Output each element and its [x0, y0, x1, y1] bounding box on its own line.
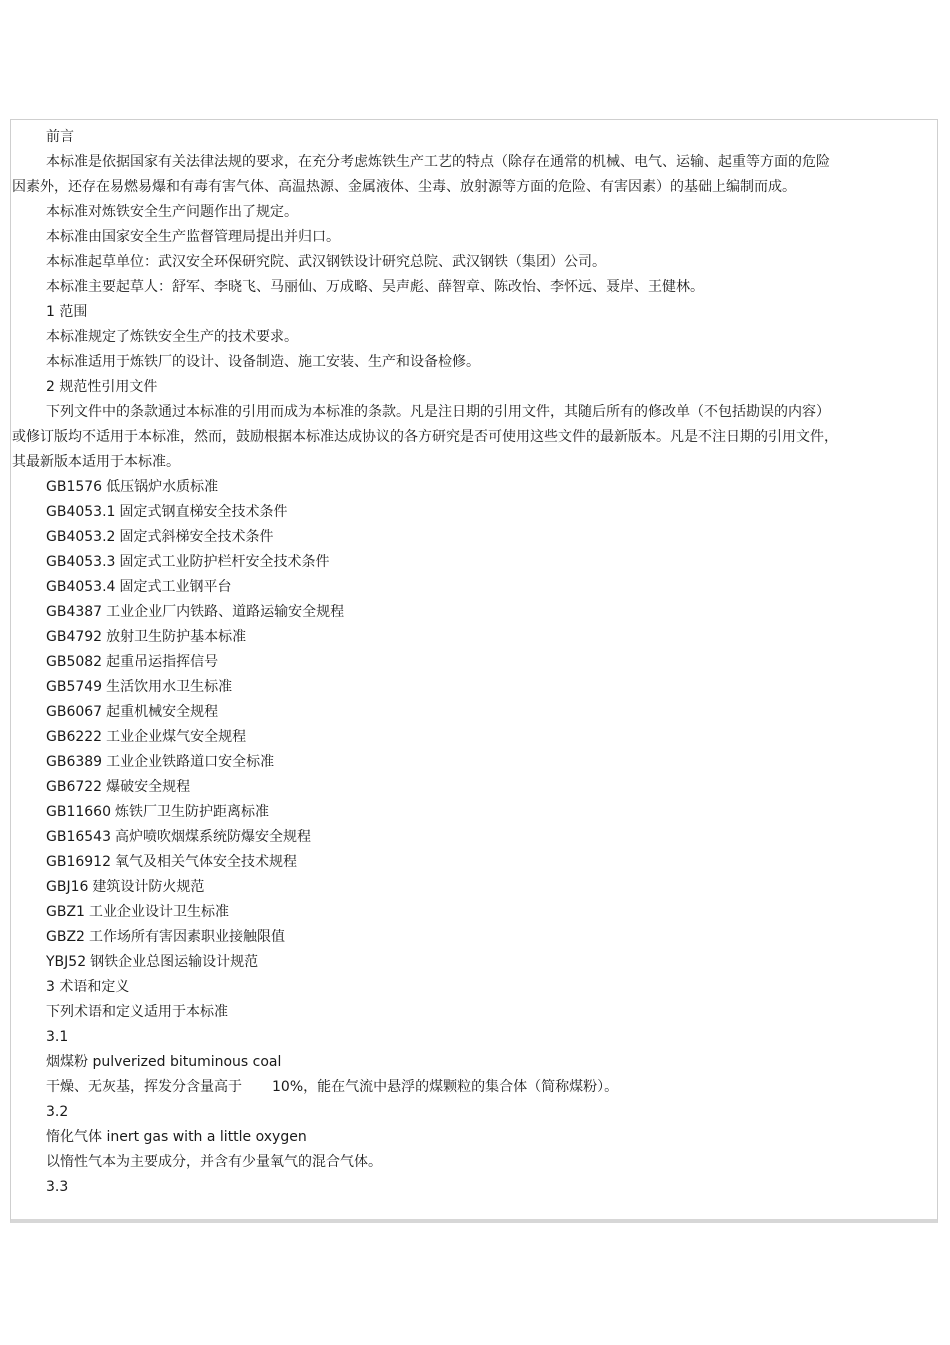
- ref-code: GB16912: [46, 854, 111, 870]
- term-number: 3.1: [46, 1029, 69, 1045]
- ref-code: GB16543: [46, 829, 111, 845]
- document-body: [12, 125, 842, 1200]
- section-3-heading: 3 术语和定义: [46, 979, 130, 995]
- ref-item: [12, 575, 842, 600]
- ref-title: 建筑设计防火规范: [92, 879, 205, 895]
- ref-title: 工作场所有害因素职业接触限值: [88, 929, 285, 945]
- scope-paragraph-2: 本标准适用于炼铁厂的设计、设备制造、施工安装、生产和设备检修。: [46, 354, 480, 370]
- ref-title: 生活饮用水卫生标准: [106, 679, 233, 695]
- section-1-heading: 1 范围: [46, 304, 88, 320]
- ref-title: 起重吊运指挥信号: [106, 654, 219, 670]
- ref-title: 固定式钢直梯安全技术条件: [119, 504, 288, 520]
- ref-title: 低压锅炉水质标准: [106, 479, 219, 495]
- ref-item: [12, 875, 842, 900]
- ref-title: 固定式斜梯安全技术条件: [119, 529, 274, 545]
- preface-paragraph-1: 本标准是依据国家有关法律法规的要求，在充分考虑炼铁生产工艺的特点（除存在通常的机械、电气、运输、起重等方面的危险因素外，还存在易燃易爆和有毒有害气体、高温热源、金属液体、尘毒、放射源等方面的危险、有害因素）的基础上编制而成。: [12, 154, 830, 195]
- ref-item: [12, 700, 842, 725]
- ref-code: GB6067: [46, 704, 103, 720]
- ref-code: YBJ52: [46, 954, 87, 970]
- preface-heading: 前言: [46, 129, 74, 145]
- ref-code: GBJ16: [46, 879, 89, 895]
- ref-item: [12, 950, 842, 975]
- ref-item: [12, 900, 842, 925]
- ref-title: 工业企业铁路道口安全标准: [106, 754, 275, 770]
- ref-item: [12, 825, 842, 850]
- ref-code: GB6389: [46, 754, 103, 770]
- ref-item: [12, 750, 842, 775]
- preface-paragraph-4: 本标准起草单位：武汉安全环保研究院、武汉钢铁设计研究总院、武汉钢铁（集团）公司。: [46, 254, 606, 270]
- ref-title: 固定式工业防护栏杆安全技术条件: [119, 554, 330, 570]
- ref-title: 放射卫生防护基本标准: [106, 629, 247, 645]
- ref-code: GB4053.2: [46, 529, 116, 545]
- ref-item: [12, 850, 842, 875]
- term-definition-part-a: 干燥、无灰基，挥发分含量高于: [46, 1079, 242, 1095]
- ref-item: [12, 800, 842, 825]
- section-2-heading: 2 规范性引用文件: [46, 379, 158, 395]
- ref-item: [12, 675, 842, 700]
- refs-intro: 下列文件中的条款通过本标准的引用而成为本标准的条款。凡是注日期的引用文件，其随后所有的修改单（不包括勘误的内容）或修订版均不适用于本标准，然而，鼓励根据本标准达成协议的各方研究是否可使用这些文件的最新版本。凡是不注日期的引用文件，其最新版本适用于本标准。: [12, 404, 838, 470]
- ref-title: 氧气及相关气体安全技术规程: [115, 854, 297, 870]
- ref-title: 工业企业煤气安全规程: [106, 729, 247, 745]
- ref-code: GB5082: [46, 654, 103, 670]
- ref-code: GB5749: [46, 679, 103, 695]
- ref-item: [12, 525, 842, 550]
- ref-item: [12, 500, 842, 525]
- ref-title: 高炉喷吹烟煤系统防爆安全规程: [115, 829, 311, 845]
- ref-item: [12, 475, 842, 500]
- ref-title: 钢铁企业总图运输设计规范: [90, 954, 259, 970]
- ref-title: 炼铁厂卫生防护距离标准: [115, 804, 269, 820]
- ref-title: 工业企业厂内铁路、道路运输安全规程: [106, 604, 345, 620]
- ref-item: [12, 625, 842, 650]
- term-name: 烟煤粉 pulverized bituminous coal: [46, 1054, 282, 1070]
- ref-code: GBZ2: [46, 929, 85, 945]
- ref-title: 爆破安全规程: [106, 779, 191, 795]
- ref-code: GB4053.4: [46, 579, 116, 595]
- ref-code: GB11660: [46, 804, 111, 820]
- ref-item: [12, 650, 842, 675]
- ref-item: [12, 775, 842, 800]
- terms-intro: 下列术语和定义适用于本标准: [46, 1004, 228, 1020]
- ref-title: 起重机械安全规程: [106, 704, 219, 720]
- ref-code: GB6722: [46, 779, 103, 795]
- ref-code: GBZ1: [46, 904, 85, 920]
- ref-code: GB4053.3: [46, 554, 116, 570]
- term-number: 3.3: [46, 1179, 69, 1195]
- ref-title: 工业企业设计卫生标准: [88, 904, 229, 920]
- ref-title: 固定式工业钢平台: [119, 579, 232, 595]
- scope-paragraph-1: 本标准规定了炼铁安全生产的技术要求。: [46, 329, 298, 345]
- term-definition: [12, 1075, 842, 1100]
- term-number: 3.2: [46, 1104, 69, 1120]
- term-name: 惰化气体 inert gas with a little oxygen: [46, 1129, 307, 1145]
- ref-item: [12, 550, 842, 575]
- ref-code: GB1576: [46, 479, 103, 495]
- ref-code: GB4387: [46, 604, 103, 620]
- term-definition: 以惰性气本为主要成分，并含有少量氧气的混合气体。: [46, 1154, 382, 1170]
- preface-paragraph-5: 本标准主要起草人：舒军、李晓飞、马丽仙、万成略、吴声彪、薛智章、陈改怡、李怀远、聂岸、王健林。: [46, 279, 704, 295]
- ref-item: [12, 725, 842, 750]
- term-definition-part-b: 10%，能在气流中悬浮的煤颗粒的集合体（简称煤粉）。: [272, 1079, 619, 1095]
- preface-paragraph-3: 本标准由国家安全生产监督管理局提出并归口。: [46, 229, 340, 245]
- ref-item: [12, 600, 842, 625]
- ref-code: GB4053.1: [46, 504, 116, 520]
- ref-code: GB4792: [46, 629, 103, 645]
- ref-code: GB6222: [46, 729, 103, 745]
- preface-paragraph-2: 本标准对炼铁安全生产问题作出了规定。: [46, 204, 298, 220]
- ref-item: [12, 925, 842, 950]
